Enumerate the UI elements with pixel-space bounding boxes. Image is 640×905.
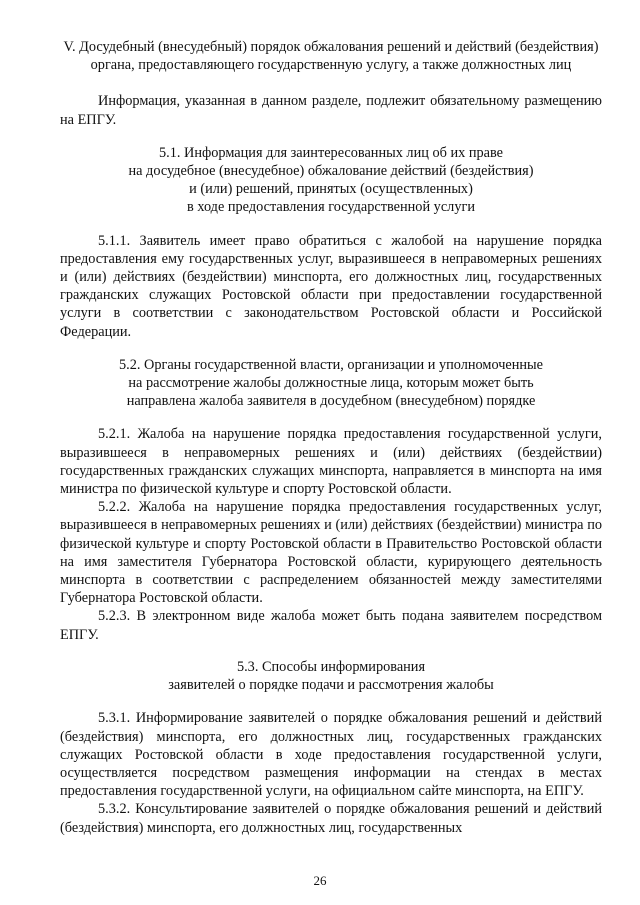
heading-5-1 bbox=[60, 144, 602, 217]
paragraph-5-3-2: 5.3.2. Консультирование заявителей о порядке обжалования решений и действий (бездействия) минспорта, его должностных лиц, государственных bbox=[60, 801, 602, 836]
heading-5-2-line: направлена жалоба заявителя в досудебном (внесудебном) порядке bbox=[126, 393, 536, 410]
paragraph-5-1-1: 5.1.1. Заявитель имеет право обратиться с жалобой на нарушение порядка предоставления ему государственных услуг, выразившееся в неправомерных решениях и (или) действиях (бездействии) минспорта, его должностных лиц, государственных гражданских служащих Ростовской области при предоставлении государственной услуги в соответствии с законодательством Ростовской области и Российской Федерации. bbox=[60, 232, 602, 340]
paragraph-5-2-1: 5.2.1. Жалоба на нарушение порядка предоставления государственной услуги, выразившееся в неправомерных решениях и (или) действиях (бездействии) государственных гражданских служащих минспорта, направляется в минспорта на имя министра по физической культуре и спорту Ростовской области. bbox=[60, 426, 602, 498]
paragraph-5-2-3: 5.2.3. В электронном виде жалоба может быть подана заявителем посредством ЕПГУ. bbox=[60, 608, 602, 643]
heading-5-3-line: 5.3. Способы информирования bbox=[236, 658, 426, 675]
paragraph-5-2-2: 5.2.2. Жалоба на нарушение порядка предоставления государственных услуг, выразившееся в неправомерных решениях и (или) действиях (бездействии) министра по физической культуре и спорту Ростовской области в Правительство Ростовской области на имя заместителя Губернатора Ростовской области, курирующего деятельность минспорта в соответствии с распределением обязанностей между заместителями Губернатора Ростовской области. bbox=[60, 499, 602, 607]
heading-5-2-line: на рассмотрение жалобы должностные лица, которым может быть bbox=[128, 375, 534, 392]
section-intro: Информация, указанная в данном разделе, подлежит обязательному размещению на ЕПГУ. bbox=[60, 93, 602, 128]
heading-5-1-line: и (или) решений, принятых (осуществленных) bbox=[189, 181, 473, 198]
heading-5-1-line: в ходе предоставления государственной услуги bbox=[187, 199, 475, 216]
paragraph-5-3-1: 5.3.1. Информирование заявителей о порядке обжалования решений и действий (бездействия) минспорта, его должностных лиц, государственных гражданских служащих Ростовской области в ходе предоставления государственной услуги, осуществляется посредством размещения информации на стендах в местах предоставления государственной услуги, на официальном сайте минспорта, на ЕПГУ. bbox=[60, 710, 602, 800]
page-number: 26 bbox=[313, 873, 327, 888]
heading-5-2 bbox=[60, 356, 602, 411]
heading-5-1-line: 5.1. Информация для заинтересованных лиц об их праве bbox=[159, 144, 503, 161]
heading-5-2-line: 5.2. Органы государственной власти, организации и уполномоченные bbox=[118, 356, 544, 373]
section-title: V. Досудебный (внесудебный) порядок обжалования решений и действий (бездействия) органа, предоставляющего государственную услугу, а также должностных лиц bbox=[63, 39, 599, 74]
heading-5-1-line: на досудебное (внесудебное) обжалование действий (бездействия) bbox=[128, 163, 534, 180]
heading-5-3 bbox=[60, 658, 602, 694]
heading-5-3-line: заявителей о порядке подачи и рассмотрения жалобы bbox=[168, 677, 494, 694]
